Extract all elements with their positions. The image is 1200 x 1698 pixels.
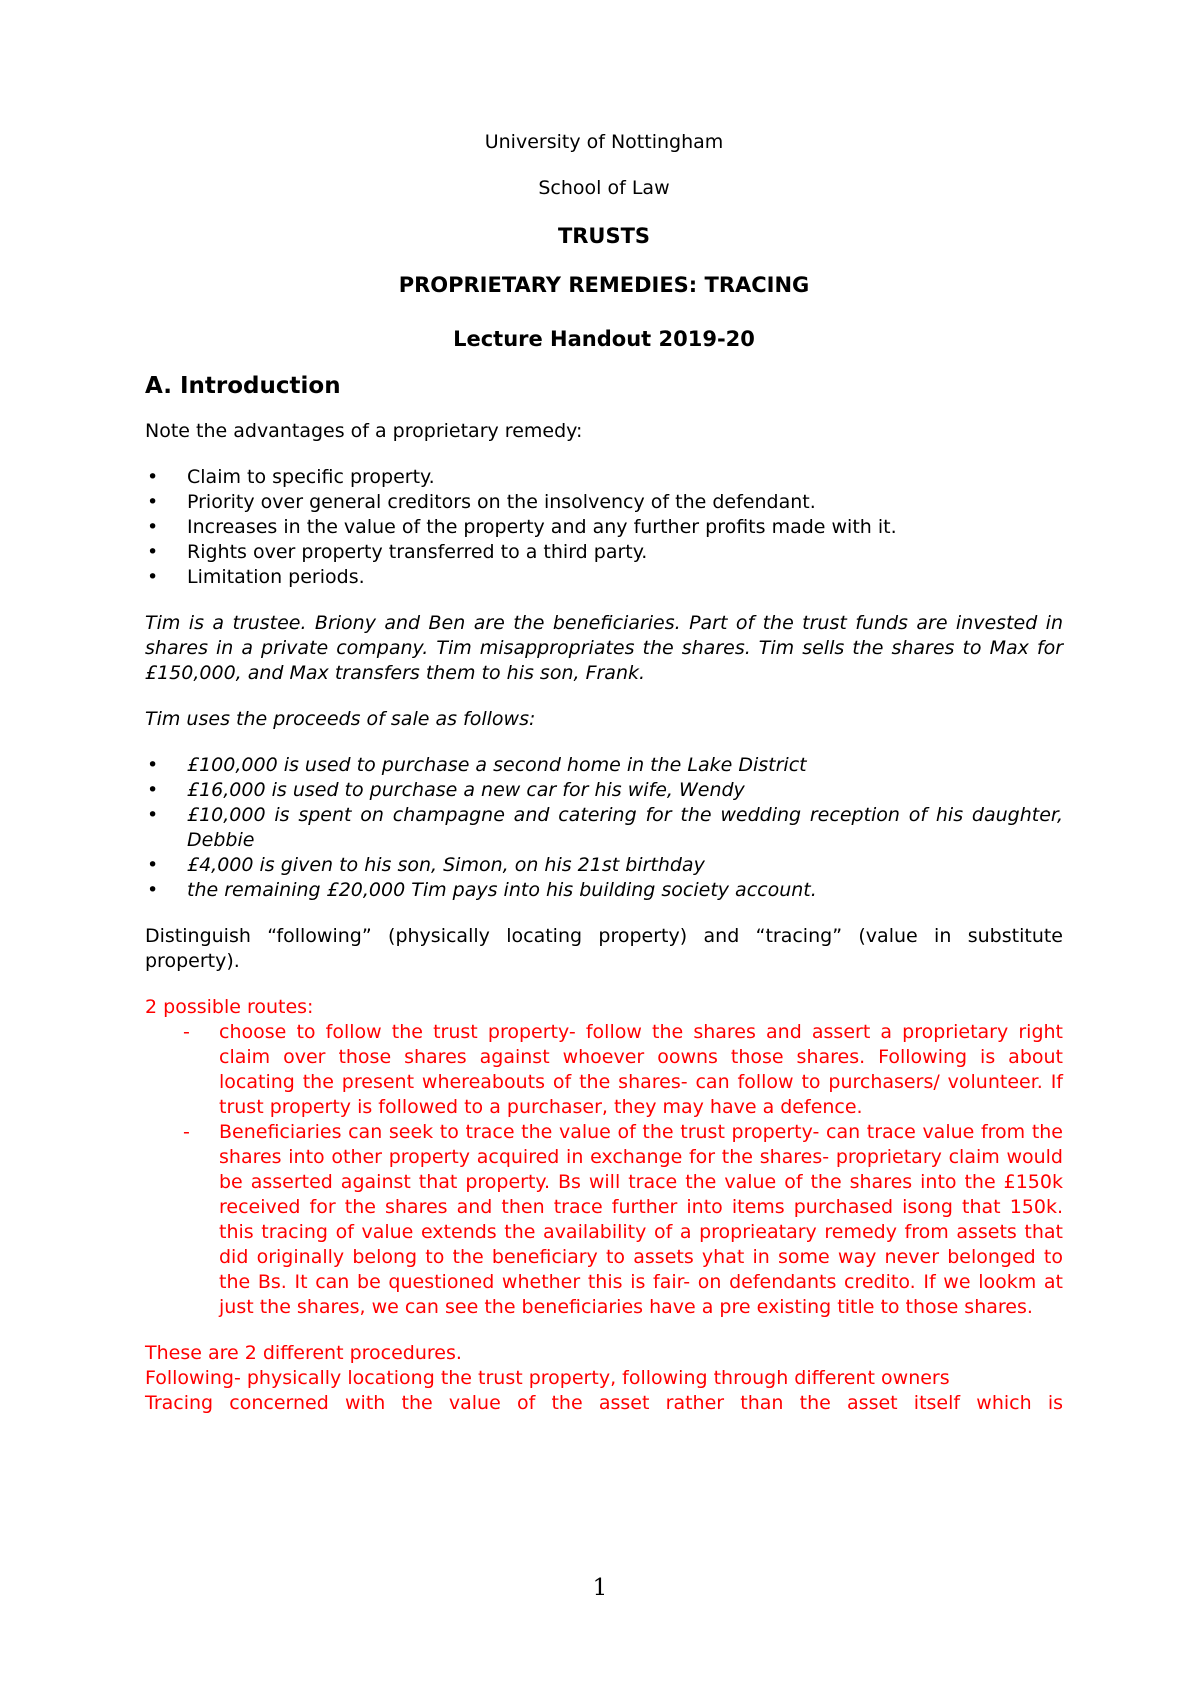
- procedures-line-1: These are 2 different procedures.: [145, 1342, 462, 1364]
- bullet-icon: •: [147, 754, 159, 776]
- bullet-icon: •: [147, 541, 159, 563]
- advantages-list: [145, 465, 1063, 590]
- list-item: • £10,000 is spent on champagne and catering for the wedding reception of his daughter, Debbie: [147, 804, 1063, 851]
- list-item: • Priority over general creditors on the insolvency of the defendant.: [147, 491, 816, 513]
- list-item: - Beneficiaries can seek to trace the value of the trust property- can trace value from the shares into other property acquired in exchange for the shares- proprietary claim would be asserted against that property. Bs will trace the value of the shares into the £150k received for the shares and then trace further into items purchased isong that 150k. this tracing of value extends the availability of a proprieatary remedy from assets that did originally belong to the beneficiary to assets yhat in some way never belonged to the Bs. It can be questioned whether this is fair- on defendants credito. If we lookm at just the shares, we can see the beneficiaries have a pre existing title to those shares.: [183, 1121, 1063, 1318]
- list-item: • £16,000 is used to purchase a new car for his wife, Wendy: [147, 779, 745, 801]
- proceeds-intro: Tim uses the proceeds of sale as follows:: [145, 708, 536, 730]
- bullet-icon: •: [147, 466, 159, 488]
- subject-title: TRUSTS: [557, 224, 651, 248]
- section-a-heading: A. Introduction: [145, 373, 341, 399]
- document-page: [145, 130, 1063, 1416]
- scenario-paragraph: Tim is a trustee. Briony and Ben are the beneficiaries. Part of the trust funds are invested in shares in a private company. Tim misappropriates the shares. Tim sells the shares to Max for £150,000, and Max transfers them to his son, Frank.: [145, 612, 1063, 684]
- list-item: • £4,000 is given to his son, Simon, on his 21st birthday: [147, 854, 705, 876]
- advantages-intro: Note the advantages of a proprietary remedy:: [145, 420, 583, 442]
- bullet-icon: •: [147, 566, 159, 588]
- topic-title: PROPRIETARY REMEDIES: TRACING: [398, 273, 810, 297]
- dash-marker: -: [183, 1121, 190, 1143]
- university-name: University of Nottingham: [484, 131, 724, 153]
- list-item: • Rights over property transferred to a third party.: [147, 541, 648, 563]
- list-item: - choose to follow the trust property- follow the shares and assert a proprietary right claim over those shares against whoever oowns those shares. Following is about locating the present whereabouts of the shares- can follow to purchasers/ volunteer. If trust property is followed to a purchaser, they may have a defence.: [183, 1021, 1063, 1118]
- school-name: School of Law: [538, 177, 670, 199]
- bullet-icon: •: [147, 516, 159, 538]
- list-item: • Limitation periods.: [147, 566, 365, 588]
- distinguish-paragraph: Distinguish “following” (physically locating property) and “tracing” (value in substitute property).: [145, 925, 1063, 972]
- bullet-icon: •: [147, 854, 159, 876]
- proceeds-list: [145, 753, 1063, 903]
- handout-title: Lecture Handout 2019-20: [453, 327, 755, 351]
- page-number: 1: [592, 1575, 608, 1601]
- list-item: • Claim to specific property.: [147, 466, 435, 488]
- procedures-line-2: Following- physically locationg the trust property, following through different owners: [145, 1367, 950, 1389]
- routes-heading: 2 possible routes:: [145, 996, 314, 1018]
- list-item: • £100,000 is used to purchase a second home in the Lake District: [147, 754, 807, 776]
- bullet-icon: •: [147, 804, 159, 826]
- bullet-icon: •: [147, 879, 159, 901]
- bullet-icon: •: [147, 779, 159, 801]
- list-item: • the remaining £20,000 Tim pays into his building society account.: [147, 879, 817, 901]
- bullet-icon: •: [147, 491, 159, 513]
- list-item: • Increases in the value of the property and any further profits made with it.: [147, 516, 897, 538]
- routes-list: [145, 1020, 1063, 1320]
- procedures-line-3: Tracing concerned with the value of the asset rather than the asset itself which is: [145, 1392, 1063, 1414]
- dash-marker: -: [183, 1021, 190, 1043]
